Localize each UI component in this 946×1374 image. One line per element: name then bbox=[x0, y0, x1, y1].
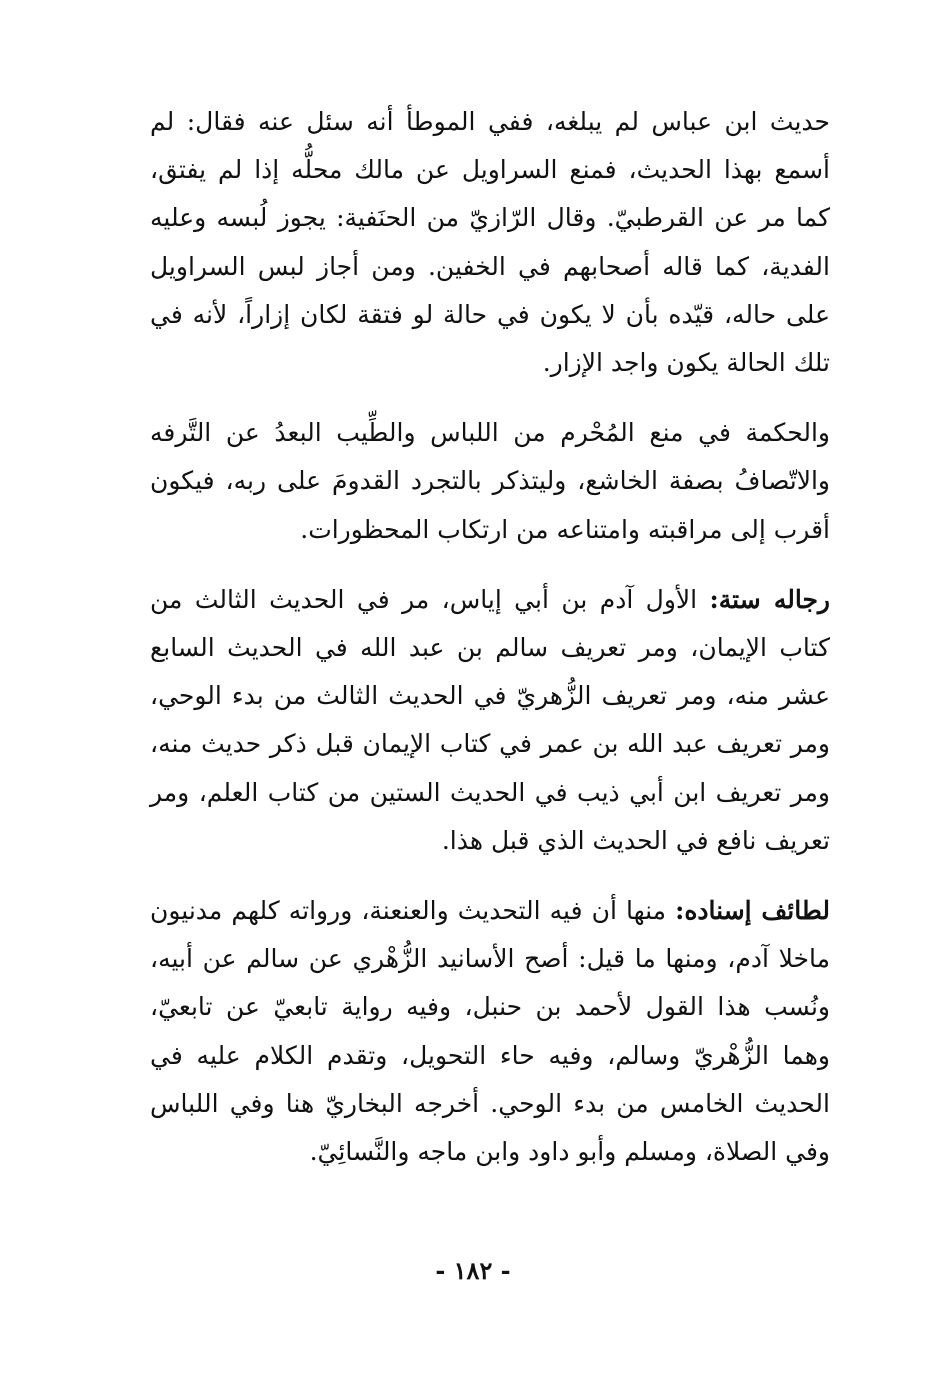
isnad-text: منها أن فيه التحديث والعنعنة، ورواته كلهم مدنيون ماخلا آدم، ومنها ما قيل: أصح الأسانيد الزُّهْري عن سالم عن أبيه، ونُسب هذا القول لأحمد بن حنبل، وفيه رواية تابعيّ عن تابعيّ، وهما الزُّهْريّ وسالم، وفيه حاء التحويل، وتقدم الكلام عليه في الحديث الخامس من بدء الوحي. أخرجه البخاريّ هنا وفي اللباس وفي الصلاة، ومسلم وأبو داود وابن ماجه والنَّسائِيّ. bbox=[150, 896, 830, 1167]
narrators-text: الأول آدم بن أبي إياس، مر في الحديث الثالث من كتاب الإيمان، ومر تعريف سالم بن عبد الله في الحديث السابع عشر منه، ومر تعريف الزُّهريّ في الحديث الثالث من بدء الوحي، ومر تعريف عبد الله بن عمر في كتاب الإيمان قبل ذكر حديث منه، ومر تعريف ابن أبي ذيب في الحديث الستين من كتاب العلم، ومر تعريف نافع في الحديث الذي قبل هذا. bbox=[150, 584, 830, 855]
paragraph-2-text: والحكمة في منع المُحْرم من اللباس والطِّيب البعدُ عن التَّرفه والاتّصافُ بصفة الخاشع، وليتذكر بالتجرد القدومَ على ربه، فيكون أقرب إلى مراقبته وامتناعه من ارتكاب المحظورات. bbox=[150, 418, 830, 544]
isnad-heading: لطائف إسناده: bbox=[675, 896, 831, 926]
paragraph-isnad bbox=[150, 887, 830, 1176]
paragraph-1-text: حديث ابن عباس لم يبلغه، ففي الموطأ أنه سئل عنه فقال: لم أسمع بهذا الحديث، فمنع السراويل عن مالك محلُّه إذا لم يفتق، كما مر عن القرطبيّ. وقال الرّازيّ من الحنَفية: يجوز لُبسه وعليه الفدية، كما قاله أصحابهم في الخفين. ومن أجاز لبس السراويل على حاله، قيّده بأن لا يكون في حالة لو فتقة لكان إزاراً، لأنه في تلك الحالة يكون واجد الإزار. bbox=[150, 107, 830, 378]
paragraph-narrators bbox=[150, 576, 830, 865]
page-number: - ١٨٢ - bbox=[435, 1256, 511, 1285]
narrators-heading: رجاله ستة: bbox=[709, 584, 830, 614]
paragraph-2 bbox=[150, 409, 830, 554]
paragraph-1 bbox=[150, 98, 830, 387]
body-text bbox=[150, 98, 830, 1198]
